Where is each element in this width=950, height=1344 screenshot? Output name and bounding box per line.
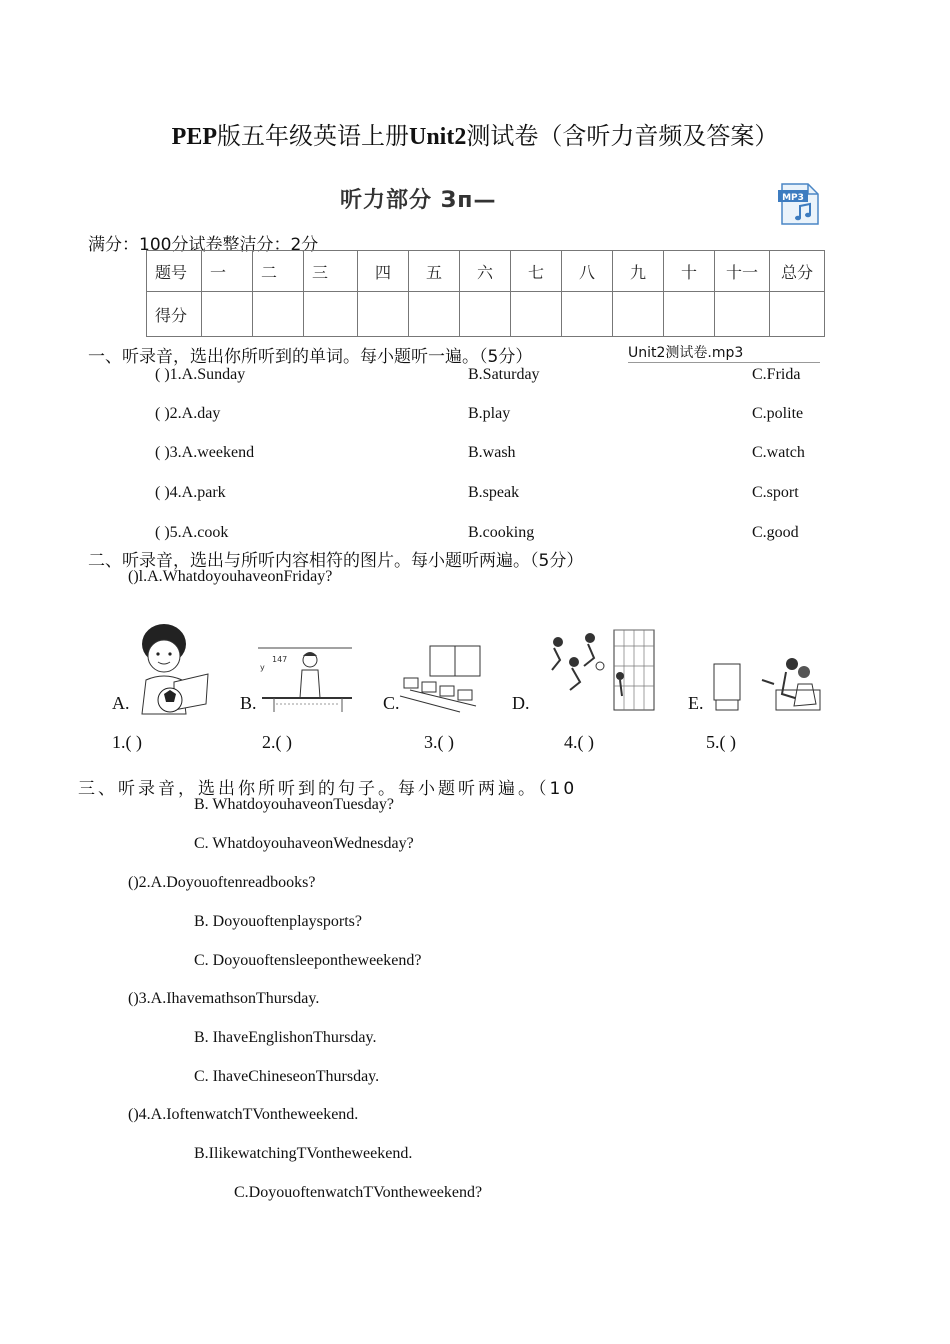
score-cell [304, 292, 358, 337]
header-cell: 七 [511, 251, 562, 292]
score-cell [358, 292, 409, 337]
family-watching-tv-picture [712, 654, 822, 714]
s3-line: C. Doyouoftensleepontheweekend? [194, 952, 422, 969]
row-label: 得分 [147, 292, 202, 337]
pic-label-d: D. [512, 693, 530, 713]
score-cell [770, 292, 825, 337]
teacher-picture [256, 640, 354, 714]
s1-option-c: C.sport [752, 484, 799, 501]
header-cell: 八 [562, 251, 613, 292]
s1-option-c: C.Frida [752, 366, 801, 383]
s3-line: C. WhatdoyouhaveonWednesday? [194, 835, 414, 852]
header-cell: 题号 [147, 251, 202, 292]
header-cell: 十 [664, 251, 715, 292]
pic-label-a: A. [112, 693, 130, 713]
mp3-file-icon[interactable] [776, 182, 822, 226]
section2-heading: 二、听录音，选出与所听内容相符的图片。每小题听两遍。（5分） [88, 551, 584, 571]
svg-text:y: y [260, 663, 265, 672]
answer-blank: 4.( ) [564, 732, 594, 752]
score-cell [613, 292, 664, 337]
audio-link[interactable]: Unit2测试卷.mp3 [628, 342, 820, 363]
computer-room-picture [400, 644, 484, 714]
s1-option-c: C.watch [752, 444, 805, 461]
answer-blank: 2.( ) [262, 732, 292, 752]
score-cell [511, 292, 562, 337]
s1-option-b: B.Saturday [468, 366, 540, 383]
svg-text:MP3: MP3 [782, 193, 804, 203]
s3-line: ()2.A.Doyouoftenreadbooks? [128, 874, 316, 891]
score-cell [202, 292, 253, 337]
s1-question: ( )4.A.park [155, 484, 226, 501]
header-cell: 一 [202, 251, 253, 292]
boy-reading-picture [128, 620, 212, 714]
pic-label-c: C. [383, 693, 400, 713]
header-cell: 九 [613, 251, 664, 292]
s1-question: ( )5.A.cook [155, 524, 229, 541]
listening-banner: 听力部分 Зп— [340, 188, 497, 213]
s3-line: ()3.A.IhavemathsonThursday. [128, 990, 320, 1007]
s1-option-c: C.polite [752, 405, 804, 422]
pic-label-e: E. [688, 693, 704, 713]
answer-blank: 1.( ) [112, 732, 142, 752]
s1-question: ( )1.A.Sunday [155, 366, 246, 383]
s3-line: ()4.A.IoftenwatchTVontheweekend. [128, 1106, 359, 1123]
page-title: PEP版五年级英语上册Unit2测试卷（含听力音频及答案） [171, 124, 779, 150]
header-cell: 三 [304, 251, 358, 292]
header-cell: 五 [409, 251, 460, 292]
answer-blank: 3.( ) [424, 732, 454, 752]
score-cell [715, 292, 770, 337]
svg-text:147: 147 [272, 655, 288, 664]
score-table [146, 250, 825, 337]
s1-question: ( )2.A.day [155, 405, 221, 422]
s1-option-b: B.wash [468, 444, 516, 461]
score-cell [664, 292, 715, 337]
s3-line: B. WhatdoyouhaveonTuesday? [194, 796, 394, 813]
header-cell: 十一 [715, 251, 770, 292]
score-cell [460, 292, 511, 337]
header-cell: 二 [253, 251, 304, 292]
section1-heading: 一、听录音，选出你所听到的单词。每小题听一遍。（5分） [88, 347, 533, 367]
s3-first-question: ()l.A.WhatdoyouhaveonFriday? [128, 568, 333, 585]
s1-option-b: B.cooking [468, 524, 535, 541]
section3-heading: 三、听录音，选出你所听到的句子。每小题听两遍。（10 [78, 779, 578, 799]
s3-line: B. IhaveEnglishonThursday. [194, 1029, 377, 1046]
header-cell: 总分 [770, 251, 825, 292]
score-info: 满分：100分试卷整洁分：2分 [88, 235, 319, 255]
s3-line: C. IhaveChineseonThursday. [194, 1068, 380, 1085]
score-cell [253, 292, 304, 337]
s1-option-b: B.play [468, 405, 511, 422]
s1-option-c: C.good [752, 524, 799, 541]
football-players-picture [530, 626, 658, 714]
s3-line: B. Doyouoftenplaysports? [194, 913, 362, 930]
score-cell [409, 292, 460, 337]
s1-option-b: B.speak [468, 484, 520, 501]
pic-label-b: B. [240, 693, 257, 713]
header-cell: 六 [460, 251, 511, 292]
s3-line: B.IlikewatchingTVontheweekend. [194, 1145, 413, 1162]
answer-blank: 5.( ) [706, 732, 736, 752]
s1-question: ( )3.A.weekend [155, 444, 255, 461]
s3-line: C.DoyouoftenwatchTVontheweekend? [234, 1184, 483, 1201]
header-cell: 四 [358, 251, 409, 292]
score-cell [562, 292, 613, 337]
